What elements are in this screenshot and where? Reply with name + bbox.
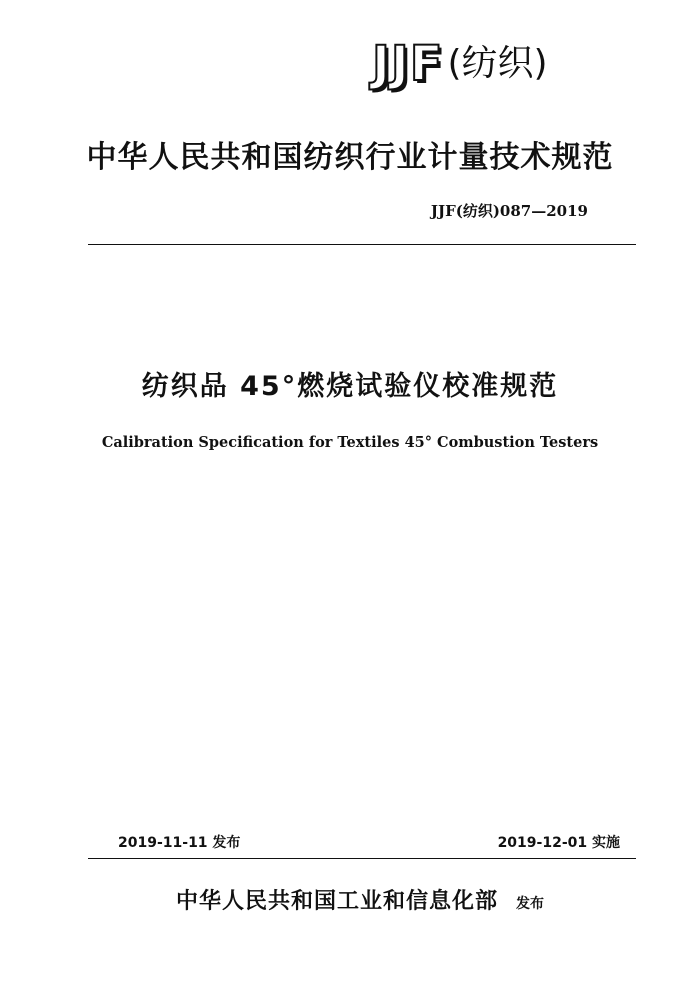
- jjf-logo: [372, 34, 548, 94]
- document-title-zh: 纺织品 45°燃烧试验仪校准规范: [141, 371, 559, 402]
- standard-body-title: 中华人民共和国纺织行业计量技术规范: [86, 140, 614, 175]
- bottom-divider: [88, 858, 636, 859]
- logo-suffix: (纺织): [447, 43, 548, 84]
- standard-number: JJF(纺织)087—2019: [430, 202, 588, 220]
- publisher-name: 中华人民共和国工业和信息化部: [176, 888, 499, 914]
- document-title-en: Calibration Specification for Textiles 45° Combustion Testers: [101, 434, 599, 451]
- top-divider: [88, 244, 636, 245]
- publisher: [176, 884, 544, 915]
- implementation-date: 2019-12-01 实施: [497, 835, 620, 851]
- logo-mark: JJF: [372, 36, 444, 92]
- publisher-suffix: 发布: [516, 896, 545, 912]
- issue-date: 2019-11-11 发布: [118, 835, 241, 851]
